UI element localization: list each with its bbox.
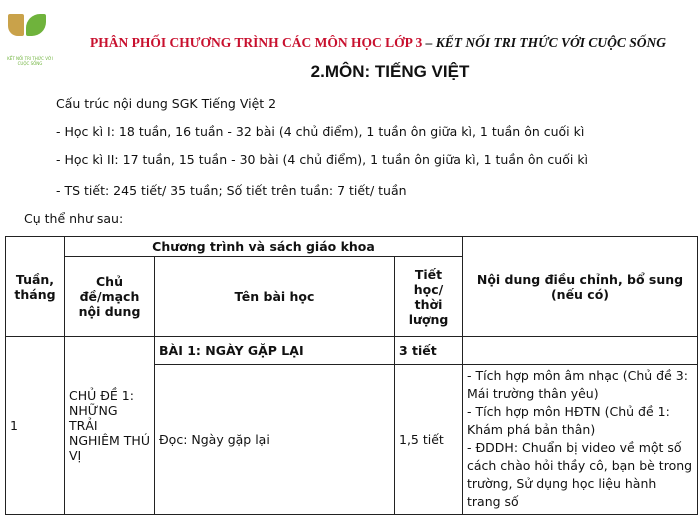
- curriculum-table: [5, 236, 698, 515]
- semester-1-text: - Học kì I: 18 tuần, 16 tuần - 32 bài (4 chủ điểm), 1 tuần ôn giữa kì, 1 tuần ôn cuối kì: [56, 124, 585, 139]
- total-periods-text: - TS tiết: 245 tiết/ 35 tuần; Số tiết trên tuần: 7 tiết/ tuần: [56, 183, 407, 198]
- adjust-item: - Tích hợp môn HĐTN (Chủ đề 1: Khám phá bản thân): [467, 404, 670, 437]
- adjust-item: - Tích hợp môn âm nhạc (Chủ đề 3: Mái trường thân yêu): [467, 368, 688, 401]
- lesson-cell: Đọc: Ngày gặp lại: [155, 365, 395, 515]
- document-title: [90, 35, 666, 51]
- lesson-cell: BÀI 1: NGÀY GẶP LẠI: [155, 337, 395, 365]
- structure-text: Cấu trúc nội dung SGK Tiếng Việt 2: [56, 96, 277, 111]
- header-adjust: Nội dung điều chỉnh, bổ sung (nếu có): [463, 237, 698, 337]
- header-topic: Chủ đề/mạch nội dung: [65, 257, 155, 337]
- periods-cell: 1,5 tiết: [395, 365, 463, 515]
- subject-heading: 2.MÔN: TIẾNG VIỆT: [310, 62, 470, 81]
- topic-cell: CHỦ ĐỀ 1: NHỮNG TRẢI NGHIÊM THÚ VỊ: [65, 337, 155, 515]
- logo-text: KẾT NỐI TRI THỨC VỚI CUỘC SỐNG: [7, 56, 53, 66]
- header-program: Chương trình và sách giáo khoa: [65, 237, 463, 257]
- semester-2-text: - Học kì II: 17 tuần, 15 tuần - 30 bài (4 chủ điểm), 1 tuần ôn giữa kì, 1 tuần ôn cuối kì: [56, 152, 589, 167]
- week-cell: 1: [6, 337, 65, 515]
- detail-label: Cụ thể như sau:: [24, 211, 124, 226]
- header-week: Tuần, tháng: [6, 237, 65, 337]
- title-italic: – KẾT NỐI TRI THỨC VỚI CUỘC SỐNG: [422, 35, 667, 50]
- header-lesson: Tên bài học: [155, 257, 395, 337]
- adjust-cell: [463, 337, 698, 365]
- title-main: PHÂN PHỐI CHƯƠNG TRÌNH CÁC MÔN HỌC LỚP 3: [90, 35, 423, 50]
- adjust-item: - ĐDDH: Chuẩn bị video về một số cách chào hỏi thầy cô, bạn bè trong trường, Sử dụng học liệu hành trang số: [467, 440, 693, 509]
- table-row: [6, 337, 698, 365]
- header-periods: Tiết học/ thời lượng: [395, 257, 463, 337]
- periods-cell: 3 tiết: [395, 337, 463, 365]
